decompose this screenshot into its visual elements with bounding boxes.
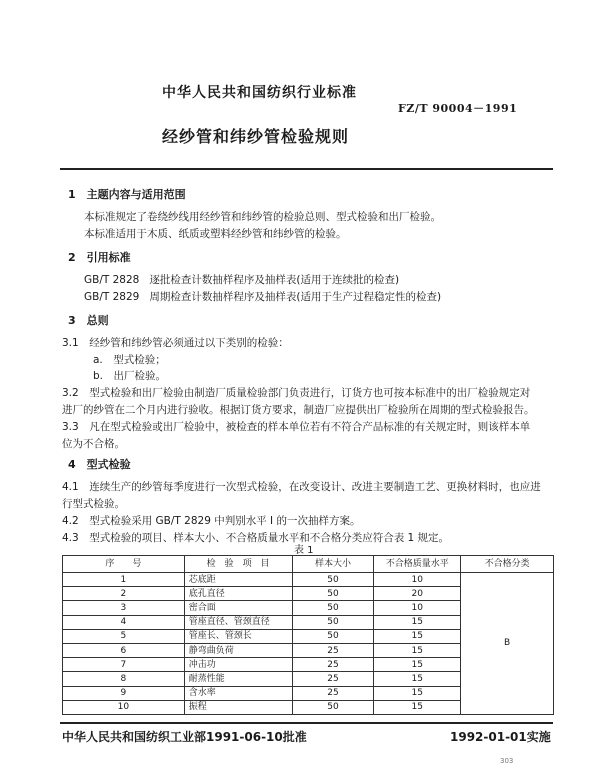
clause-3-2-line-2: 进厂的纱管在二个月内进行验收。根据订货方要求，制造厂应提供出厂检验所在周期的型式检验报告。 bbox=[62, 404, 535, 416]
row-item: 振程 bbox=[184, 700, 292, 714]
row-item: 密合面 bbox=[184, 601, 292, 615]
table-header-row bbox=[63, 556, 554, 573]
row-number: 5 bbox=[63, 629, 185, 643]
standard-number: FZ/T 90004－1991 bbox=[398, 102, 518, 115]
table-row bbox=[63, 573, 554, 587]
row-quality-level: 15 bbox=[374, 700, 461, 714]
row-number: 9 bbox=[63, 686, 185, 700]
header-sample-size: 样本大小 bbox=[292, 556, 374, 573]
row-sample-size: 25 bbox=[292, 658, 374, 672]
section-2-heading: 2 引用标准 bbox=[68, 251, 131, 264]
document-title: 经纱管和纬纱管检验规则 bbox=[162, 127, 350, 146]
clause-4-3: 4.3 型式检验的项目、样本大小、不合格质量水平和不合格分类应符合表 1 规定。 bbox=[62, 532, 450, 544]
inspection-table bbox=[62, 555, 554, 715]
row-sample-size: 25 bbox=[292, 672, 374, 686]
row-class: B bbox=[461, 573, 554, 715]
clause-4-1-line-1: 4.1 连续生产的纱管每季度进行一次型式检验，在改变设计、改进主要制造工艺、更换材料时，也应进 bbox=[62, 481, 541, 493]
row-quality-level: 15 bbox=[374, 686, 461, 700]
reference-2-code: GB/T 2829 bbox=[84, 291, 140, 303]
row-quality-level: 15 bbox=[374, 658, 461, 672]
row-item: 含水率 bbox=[184, 686, 292, 700]
row-sample-size: 25 bbox=[292, 686, 374, 700]
row-item: 芯底距 bbox=[184, 573, 292, 587]
row-quality-level: 10 bbox=[374, 573, 461, 587]
row-quality-level: 15 bbox=[374, 672, 461, 686]
row-number: 7 bbox=[63, 658, 185, 672]
clause-4-2: 4.2 型式检验采用 GB/T 2829 中判别水平 Ⅰ 的一次抽样方案。 bbox=[62, 515, 361, 527]
scan-page-mark: 303 bbox=[500, 757, 514, 765]
clause-3-3-line-2: 位为不合格。 bbox=[62, 438, 125, 450]
clause-3-1-b: b. 出厂检验。 bbox=[93, 370, 167, 382]
row-quality-level: 20 bbox=[374, 587, 461, 601]
clause-3-1-a: a. 型式检验； bbox=[93, 354, 166, 366]
row-sample-size: 50 bbox=[292, 629, 374, 643]
clause-3-2-line-1: 3.2 型式检验和出厂检验由制造厂质量检验部门负责进行，订货方也可按本标准中的出厂检验规定对 bbox=[62, 387, 531, 399]
issuing-organization: 中华人民共和国纺织行业标准 bbox=[162, 85, 357, 101]
header-nonconformity-class: 不合格分类 bbox=[461, 556, 554, 573]
section-1-paragraph-1: 本标准规定了卷绕纱线用经纱管和纬纱管的检验总则、型式检验和出厂检验。 bbox=[84, 211, 441, 223]
reference-2 bbox=[84, 289, 441, 304]
approval-line: 中华人民共和国纺织工业部1991-06-10批准 bbox=[62, 730, 307, 744]
header-rule bbox=[60, 168, 553, 170]
section-1-paragraph-2: 本标准适用于木质、纸质或塑料经纱管和纬纱管的检验。 bbox=[84, 228, 347, 240]
table-caption: 表 1 bbox=[294, 545, 314, 556]
header-inspection-item: 检 验 项 目 bbox=[184, 556, 292, 573]
footer-rule bbox=[60, 722, 553, 724]
row-sample-size: 50 bbox=[292, 700, 374, 714]
clause-3-3-line-1: 3.3 凡在型式检验或出厂检验中，被检查的样本单位若有不符合产品标准的有关规定时，则该样本单 bbox=[62, 421, 531, 433]
clause-4-1-line-2: 行型式检验。 bbox=[62, 498, 125, 510]
row-number: 10 bbox=[63, 700, 185, 714]
section-4-heading: 4 型式检验 bbox=[68, 458, 131, 471]
row-quality-level: 15 bbox=[374, 629, 461, 643]
row-item: 静弯曲负荷 bbox=[184, 643, 292, 657]
row-item: 管座直径、管颈直径 bbox=[184, 615, 292, 629]
row-number: 4 bbox=[63, 615, 185, 629]
row-item: 管座长、管颈长 bbox=[184, 629, 292, 643]
row-number: 8 bbox=[63, 672, 185, 686]
section-1-heading: 1 主题内容与适用范围 bbox=[68, 188, 186, 201]
row-quality-level: 15 bbox=[374, 643, 461, 657]
row-item: 冲击功 bbox=[184, 658, 292, 672]
row-item: 底孔直径 bbox=[184, 587, 292, 601]
row-number: 1 bbox=[63, 573, 185, 587]
section-3-heading: 3 总则 bbox=[68, 314, 109, 327]
row-quality-level: 10 bbox=[374, 601, 461, 615]
header-quality-level: 不合格质量水平 bbox=[374, 556, 461, 573]
row-number: 3 bbox=[63, 601, 185, 615]
row-sample-size: 25 bbox=[292, 643, 374, 657]
row-number: 6 bbox=[63, 643, 185, 657]
reference-2-title: 周期检查计数抽样程序及抽样表(适用于生产过程稳定性的检查) bbox=[149, 291, 442, 303]
row-item: 耐蒸性能 bbox=[184, 672, 292, 686]
row-quality-level: 15 bbox=[374, 615, 461, 629]
row-number: 2 bbox=[63, 587, 185, 601]
row-sample-size: 50 bbox=[292, 573, 374, 587]
row-sample-size: 50 bbox=[292, 587, 374, 601]
row-sample-size: 50 bbox=[292, 601, 374, 615]
clause-3-1: 3.1 经纱管和纬纱管必须通过以下类别的检验： bbox=[62, 337, 289, 349]
reference-1 bbox=[84, 272, 399, 287]
header-serial-number: 序 号 bbox=[63, 556, 185, 573]
row-sample-size: 50 bbox=[292, 615, 374, 629]
reference-1-title: 逐批检查计数抽样程序及抽样表(适用于连续批的检查) bbox=[149, 274, 400, 286]
reference-1-code: GB/T 2828 bbox=[84, 274, 140, 286]
implementation-date: 1992-01-01实施 bbox=[450, 730, 551, 744]
